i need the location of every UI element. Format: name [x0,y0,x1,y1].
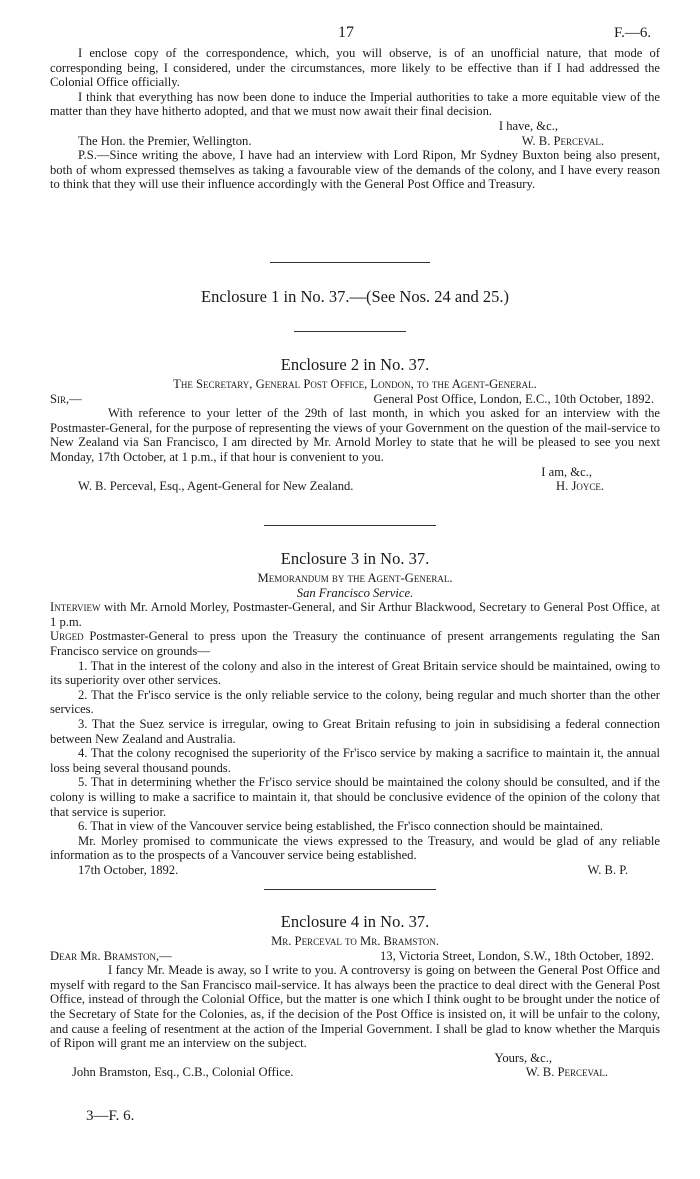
dateline: 13, Victoria Street, London, S.W., 18th October, 1892. [379,948,654,963]
section-heading: San Francisco Service. [296,585,414,600]
interview-paragraph [50,600,660,629]
addressee: John Bramston, Esq., C.B., Colonial Office. [72,1065,294,1080]
letter-body: With reference to your letter of the 29th of last month, in which you asked for an interview with the Postmaster-General, for the purpose of representing the views of your Government on the question of the mail-service to New Zealand via San Francisco, I am directed by Mr. Arnold Morley to state that he will be pleased to see you next Monday, 17th October, at 1 p.m., if that hour is convenient to you. [50,406,660,464]
enclosure-subtitle: The Secretary, General Post Office, London, to the Agent-General. [173,377,537,391]
section-rule [294,331,406,332]
enclosure-1-title: Enclosure 1 in No. 37.—(See Nos. 24 and 25.) [201,287,509,306]
complimentary-close: I am, &c., [541,464,592,479]
enclosure-2 [50,377,660,494]
letter-continuation [50,46,660,192]
paragraph: I think that everything has now been done to induce the Imperial authorities to take a more equitable view of the matter than they have hitherto adopted, and that we must now await their final decision. [50,89,660,119]
signature: H. Joyce. [556,479,604,494]
list-item: 3. That the Suez service is irregular, owing to Great Britain refusing to join in subsidising a federal connection between New Zealand and Australia. [50,716,660,746]
closing-paragraph: Mr. Morley promised to communicate the views expressed to the Treasury, and would be glad of any reliable information as to the prospects of a Vancouver service being established. [50,833,660,863]
urged-text: Postmaster-General to press upon the Treasury the continuance of present arrangements regulating the San Francisco service on grounds— [50,629,660,658]
interview-lead: Interview [50,600,101,615]
list-item: 1. That in the interest of the colony and also in the interest of Great Britain service should be maintained, owing to its superiority over other services. [50,658,660,688]
dateline: General Post Office, London, E.C., 10th October, 1892. [373,391,654,406]
page-number: 17 [338,24,354,41]
document-reference: F.—6. [614,25,652,41]
list-item: 4. That the colony recognised the superiority of the Fr'isco service by making a sacrifice to maintain it, the annual loss being several thousand pounds. [50,746,660,775]
enclosure-4 [50,934,660,1080]
list-item: 5. That in determining whether the Fr'isco service should be maintained the colony should be consulted, and if the colony is willing to make a sacrifice to maintain it, that should be conclusive evidence of the opinion of the colony that that service is superior. [50,775,660,819]
interview-text: with Mr. Arnold Morley, Postmaster-General, and Sir Arthur Blackwood, Secretary to General Post Office, at 1 p.m. [50,600,660,629]
section-rule [270,262,430,263]
section-rule [264,889,436,890]
section-rule [264,525,436,526]
addressee: W. B. Perceval, Esq., Agent-General for New Zealand. [78,479,354,494]
salutation: Dear Mr. Bramston,— [50,948,172,963]
letter-body: I fancy Mr. Meade is away, so I write to you. A controversy is going on between the General Post Office and myself with regard to the San Francisco mail-service. It has always been the practice to deal direct with the General Post Office, instead of through the Colonial Office, but the matter is one which I think ought to be brought under the notice of the Secretary of State for the Colonies, as, if the decision of the Post Office is insisted on, it will be unfair to the colony, and cause a feeling of resentment at the action of the Imperial Government. I shall be glad to know whether the Marquis of Ripon will grant me an interview on the subject. [50,963,660,1051]
enclosure-subtitle: Mr. Perceval to Mr. Bramston. [271,934,439,948]
signature: W. B. Perceval. [521,133,604,148]
list-item: 2. That the Fr'isco service is the only reliable service to the colony, being regular and much shorter than the other services. [50,687,660,717]
enclosure-subtitle: Memorandum by the Agent-General. [257,571,453,585]
paragraph: I enclose copy of the correspondence, which, you will observe, is of an unofficial nature, that mode of corresponding being, I considered, under the circumstances, more likely to be effective than if I had addressed the Colonial Office officially. [50,46,660,90]
enclosure-3-title: Enclosure 3 in No. 37. [280,549,430,568]
enclosure-3 [50,571,660,877]
memo-date: 17th October, 1892. [78,862,179,877]
salutation: Sir,— [50,391,82,406]
signature: W. B. Perceval. [525,1065,608,1080]
complimentary-close: I have, &c., [498,118,558,133]
list-item: 6. That in view of the Vancouver service being established, the Fr'isco connection should be maintained. [78,819,604,834]
urged-paragraph [50,629,660,658]
urged-lead: Urged [50,629,84,644]
signature: W. B. P. [587,862,628,877]
enclosure-2-title: Enclosure 2 in No. 37. [280,355,430,374]
addressee: The Hon. the Premier, Wellington. [78,133,252,148]
postscript: P.S.—Since writing the above, I have had an interview with Lord Ripon, Mr Sydney Buxton being also present, both of whom expressed themselves as taking a favourable view of the demands of the colony, and I have every reason to think that they will use their influence accordingly with the General Post Office and Treasury. [50,148,660,192]
sheet-signature-mark: 3—F. 6. [86,1108,135,1124]
complimentary-close: Yours, &c., [494,1050,552,1065]
enclosure-4-title: Enclosure 4 in No. 37. [280,912,430,931]
